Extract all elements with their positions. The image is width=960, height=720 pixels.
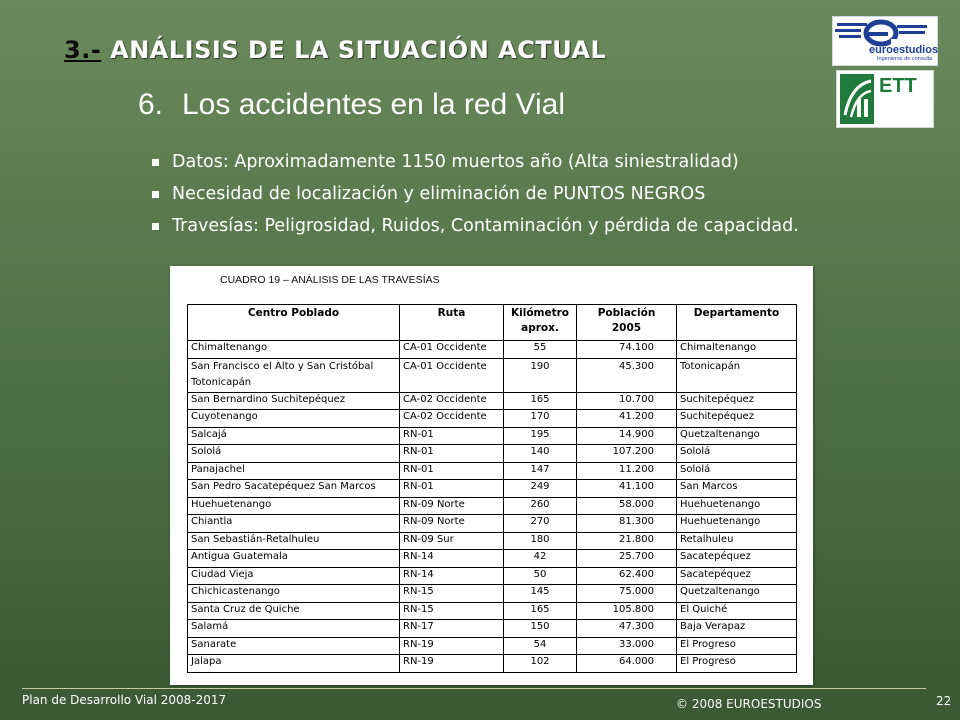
cell-km: 140 [504, 445, 577, 463]
table-row [188, 532, 797, 550]
cell-departamento: Sacatepéquez [677, 567, 797, 585]
ett-wordmark: ETT [879, 75, 917, 97]
cell-poblacion: 41.100 [577, 480, 677, 498]
square-bullet-icon [152, 159, 159, 166]
header-poblacion-line1: Población [597, 307, 656, 319]
cell-poblacion: 75.000 [577, 585, 677, 603]
slide-subtitle [138, 88, 565, 122]
table-row [188, 637, 797, 655]
bullet-item [150, 214, 850, 238]
cell-centro: Sanarate [188, 637, 400, 655]
cell-departamento: Huehuetenango [677, 497, 797, 515]
table-row [188, 550, 797, 568]
table-row [188, 410, 797, 428]
header-km [504, 305, 577, 341]
cell-departamento: Quetzaltenango [677, 585, 797, 603]
bullet-item [150, 150, 850, 174]
cell-ruta: RN-09 Norte [400, 497, 504, 515]
section-number: 3.- [64, 36, 102, 64]
cell-poblacion: 62.400 [577, 567, 677, 585]
cell-centro: San Sebastián-Retalhuleu [188, 532, 400, 550]
subtitle-text: Los accidentes en la red Vial [182, 88, 566, 121]
cell-poblacion: 11.200 [577, 462, 677, 480]
cell-ruta: RN-15 [400, 602, 504, 620]
bullet-text: Datos: Aproximadamente 1150 muertos año (Alta siniestralidad) [172, 152, 739, 172]
cell-departamento: Sololá [677, 445, 797, 463]
cell-ruta: CA-02 Occidente [400, 392, 504, 410]
cell-departamento: Sololá [677, 462, 797, 480]
cell-departamento: Suchitepéquez [677, 410, 797, 428]
table-row [188, 480, 797, 498]
cell-ruta: RN-14 [400, 567, 504, 585]
cell-centro: San Francisco el Alto y San Cristóbal Totonicapán [188, 358, 400, 392]
cell-km: 54 [504, 637, 577, 655]
cell-ruta: RN-19 [400, 637, 504, 655]
cell-centro: San Pedro Sacatepéquez San Marcos [188, 480, 400, 498]
cell-poblacion: 107.200 [577, 445, 677, 463]
cell-centro: Chiantla [188, 515, 400, 533]
cell-ruta: RN-19 [400, 655, 504, 673]
header-centro: Centro Poblado [188, 305, 400, 341]
cell-poblacion: 64.000 [577, 655, 677, 673]
cell-km: 195 [504, 427, 577, 445]
table-row [188, 655, 797, 673]
cell-centro: Chimaltenango [188, 341, 400, 359]
cell-ruta: RN-14 [400, 550, 504, 568]
table-row [188, 445, 797, 463]
cell-km: 55 [504, 341, 577, 359]
cell-km: 180 [504, 532, 577, 550]
header-poblacion [577, 305, 677, 341]
cell-ruta: RN-01 [400, 480, 504, 498]
cell-km: 147 [504, 462, 577, 480]
cell-centro: Sololá [188, 445, 400, 463]
cell-centro: Salamá [188, 620, 400, 638]
cell-centro: Jalapa [188, 655, 400, 673]
cell-departamento: Huehuetenango [677, 515, 797, 533]
cell-poblacion: 81.300 [577, 515, 677, 533]
table-row [188, 585, 797, 603]
bullet-item [150, 182, 850, 206]
euroestudios-tagline: Ingenieros de consulta [877, 56, 933, 62]
cell-poblacion: 58.000 [577, 497, 677, 515]
cell-km: 190 [504, 358, 577, 392]
cell-centro: Panajachel [188, 462, 400, 480]
cell-poblacion: 21.800 [577, 532, 677, 550]
table-row [188, 602, 797, 620]
cell-departamento: Baja Verapaz [677, 620, 797, 638]
cell-km: 150 [504, 620, 577, 638]
header-km-line2: aprox. [521, 322, 559, 334]
table-row [188, 515, 797, 533]
cell-centro: Huehuetenango [188, 497, 400, 515]
subtitle-number: 6. [138, 88, 164, 121]
euroestudios-wordmark: euroestudios [869, 44, 939, 56]
section-title-text: ANÁLISIS DE LA SITUACIÓN ACTUAL [110, 36, 607, 64]
cell-km: 42 [504, 550, 577, 568]
cell-ruta: RN-17 [400, 620, 504, 638]
cell-ruta: CA-01 Occidente [400, 358, 504, 392]
square-bullet-icon [152, 223, 159, 230]
table-row [188, 341, 797, 359]
table-header-row [188, 305, 797, 341]
table-row [188, 567, 797, 585]
cell-km: 270 [504, 515, 577, 533]
cell-departamento: Sacatepéquez [677, 550, 797, 568]
bullet-text: Necesidad de localización y eliminación de PUNTOS NEGROS [172, 184, 706, 204]
cell-poblacion: 10.700 [577, 392, 677, 410]
table-row [188, 392, 797, 410]
cell-centro: Cuyotenango [188, 410, 400, 428]
cell-km: 165 [504, 392, 577, 410]
cell-poblacion: 105.800 [577, 602, 677, 620]
footer-divider [22, 688, 926, 689]
footer-copyright: © 2008 EUROESTUDIOS [676, 697, 822, 711]
cell-km: 170 [504, 410, 577, 428]
cell-departamento: Totonicapán [677, 358, 797, 392]
header-ruta: Ruta [400, 305, 504, 341]
cell-departamento: San Marcos [677, 480, 797, 498]
cell-ruta: RN-09 Norte [400, 515, 504, 533]
cell-ruta: RN-01 [400, 445, 504, 463]
cell-ruta: RN-01 [400, 427, 504, 445]
cell-centro: Ciudad Vieja [188, 567, 400, 585]
cell-ruta: CA-01 Occidente [400, 341, 504, 359]
cell-poblacion: 47.300 [577, 620, 677, 638]
cell-centro: Santa Cruz de Quiche [188, 602, 400, 620]
cell-departamento: El Quiché [677, 602, 797, 620]
ett-logo [836, 70, 934, 128]
cell-departamento: Retalhuleu [677, 532, 797, 550]
cell-departamento: El Progreso [677, 655, 797, 673]
cell-km: 50 [504, 567, 577, 585]
cell-departamento: Suchitepéquez [677, 392, 797, 410]
cell-departamento: Quetzaltenango [677, 427, 797, 445]
header-km-line1: Kilómetro [510, 307, 570, 319]
table-caption: CUADRO 19 – ANÁLISIS DE LAS TRAVESÍAS [220, 274, 440, 286]
euroestudios-logo [832, 16, 938, 66]
cell-poblacion: 45.300 [577, 358, 677, 392]
header-departamento: Departamento [677, 305, 797, 341]
table-row [188, 427, 797, 445]
cell-ruta: RN-15 [400, 585, 504, 603]
bullet-list [150, 150, 850, 246]
cell-km: 260 [504, 497, 577, 515]
travesias-table [187, 304, 797, 673]
cell-ruta: RN-09 Sur [400, 532, 504, 550]
footer-plan-title: Plan de Desarrollo Vial 2008-2017 [22, 693, 227, 707]
cell-centro: Antigua Guatemala [188, 550, 400, 568]
table-row [188, 462, 797, 480]
square-bullet-icon [152, 191, 159, 198]
cell-centro: Chichicastenango [188, 585, 400, 603]
cell-poblacion: 25.700 [577, 550, 677, 568]
cell-km: 249 [504, 480, 577, 498]
cell-departamento: Chimaltenango [677, 341, 797, 359]
cell-km: 145 [504, 585, 577, 603]
cell-km: 165 [504, 602, 577, 620]
cell-poblacion: 74.100 [577, 341, 677, 359]
table-body [188, 341, 797, 673]
header-poblacion-line2: 2005 [611, 322, 642, 334]
cell-poblacion: 14.900 [577, 427, 677, 445]
table-row [188, 497, 797, 515]
cell-ruta: RN-01 [400, 462, 504, 480]
page-number: 22 [936, 694, 952, 708]
cell-poblacion: 41.200 [577, 410, 677, 428]
table-row [188, 358, 797, 392]
cell-centro: Salcajá [188, 427, 400, 445]
table-document [170, 266, 813, 685]
cell-departamento: El Progreso [677, 637, 797, 655]
cell-ruta: CA-02 Occidente [400, 410, 504, 428]
cell-poblacion: 33.000 [577, 637, 677, 655]
cell-km: 102 [504, 655, 577, 673]
cell-centro: San Bernardino Suchitepéquez [188, 392, 400, 410]
table-row [188, 620, 797, 638]
section-title [64, 36, 606, 64]
bullet-text: Travesías: Peligrosidad, Ruidos, Contaminación y pérdida de capacidad. [172, 216, 799, 236]
